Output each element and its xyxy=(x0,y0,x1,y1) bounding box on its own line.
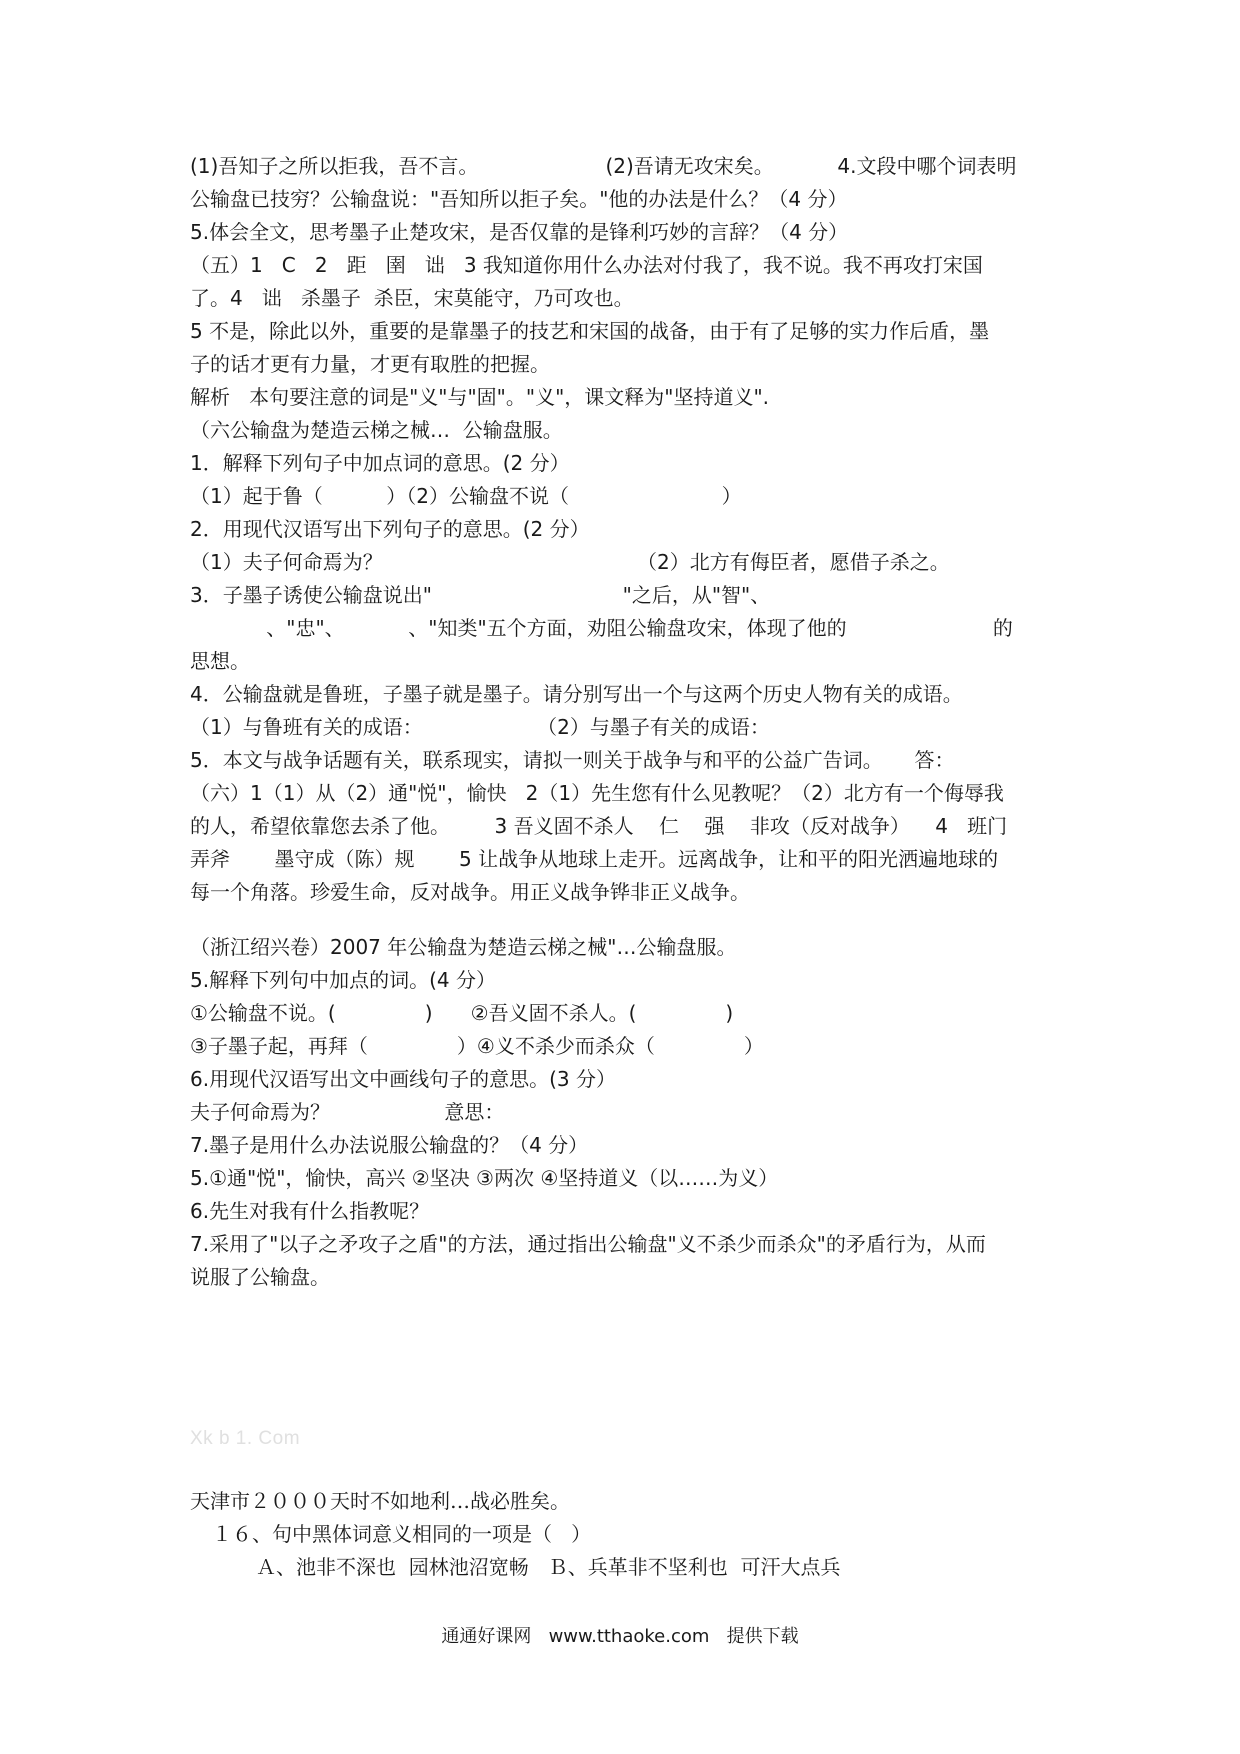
text-line: （1）起于鲁（ ）（2）公输盘不说（ ） xyxy=(190,484,742,508)
text-line: ①公输盘不说。( ) ②吾义固不杀人。( ) xyxy=(190,1001,734,1025)
text-line: 说服了公输盘。 xyxy=(190,1265,330,1289)
text-line: 5．本文与战争话题有关，联系现实，请拟一则关于战争与和平的公益广告词。 答： xyxy=(190,748,955,772)
text-line: 1．解释下列句子中加点词的意思。(2 分） xyxy=(190,451,570,475)
text-line: 5.解释下列句中加点的词。(4 分） xyxy=(190,968,496,992)
text-line: 2．用现代汉语写出下列句子的意思。(2 分） xyxy=(190,517,590,541)
text-line: 5 不是，除此以外，重要的是靠墨子的技艺和宋国的战备，由于有了足够的实力作后盾，墨 xyxy=(190,319,990,343)
tianjin-section xyxy=(190,1485,1060,1584)
text-line: （1）夫子何命焉为？ （2）北方有侮臣者，愿借子杀之。 xyxy=(190,550,950,574)
text-line: 思想。 xyxy=(190,649,250,673)
text-line: （六）1（1）从（2）通"悦"，愉快 2（1）先生您有什么见教呢？（2）北方有一个侮辱我 xyxy=(190,781,1004,805)
text-line: （浙江绍兴卷）2007 年公输盘为楚造云梯之械"…公输盘服。 xyxy=(190,935,737,959)
text-line: 解析 本句要注意的词是"义"与"固"。"义"，课文释为"坚持道义". xyxy=(190,385,770,409)
text-line: 、"忠"、 、"知类"五个方面，劝阻公输盘攻宋，体现了他的 的 xyxy=(190,616,1013,640)
main-text xyxy=(190,150,1060,1294)
text-line: 3．子墨子诱使公输盘说出" "之后，从"智"、 xyxy=(190,583,771,607)
text-line: (1)吾知子之所以拒我，吾不言。 (2)吾请无攻宋矣。 4.文段中哪个词表明 xyxy=(190,154,1017,178)
text-line: （1）与鲁班有关的成语： （2）与墨子有关的成语： xyxy=(190,715,770,739)
text-line: 了。4 诎 杀墨子 杀臣，宋莫能守，乃可攻也。 xyxy=(190,286,634,310)
options-line: Ａ、池非不深也 园林池沼宽畅 Ｂ、兵革非不坚利也 可汗大点兵 xyxy=(256,1555,841,1579)
text-line: 6.用现代汉语写出文中画线句子的意思。(3 分） xyxy=(190,1067,616,1091)
text-line: 7.墨子是用什么办法说服公输盘的？（4 分） xyxy=(190,1133,589,1157)
text-line: 的人，希望依靠您去杀了他。 3 吾义固不杀人 仁 强 非攻（反对战争） 4 班门 xyxy=(190,814,1008,838)
section-heading: 天津市２０００天时不如地利…战必胜矣。 xyxy=(190,1489,570,1513)
footer-credit: 通通好课网 www.tthaoke.com 提供下载 xyxy=(441,1626,799,1647)
blank-line xyxy=(190,909,1060,931)
text-line: 每一个角落。珍爱生命，反对战争。用正义战争铧非正义战争。 xyxy=(190,880,750,904)
text-line: ③子墨子起，再拜（ ）④义不杀少而杀众（ ） xyxy=(190,1034,764,1058)
text-line: 4．公输盘就是鲁班，子墨子就是墨子。请分别写出一个与这两个历史人物有关的成语。 xyxy=(190,682,963,706)
watermark-text: Xk b 1. Com xyxy=(190,1428,301,1449)
text-line: 子的话才更有力量，才更有取胜的把握。 xyxy=(190,352,550,376)
text-line: 7.采用了"以子之矛攻子之盾"的方法，通过指出公输盘"义不杀少而杀众"的矛盾行为，从而 xyxy=(190,1232,986,1256)
text-line: 5.体会全文，思考墨子止楚攻宋，是否仅靠的是锋利巧妙的言辞？（4 分） xyxy=(190,220,849,244)
question-line: １６、句中黑体词意义相同的一项是（ ） xyxy=(212,1522,592,1546)
text-line: 夫子何命焉为？ 意思： xyxy=(190,1100,505,1124)
text-line: 弄斧 墨守成（陈）规 5 让战争从地球上走开。远离战争，让和平的阳光洒遍地球的 xyxy=(190,847,999,871)
text-line: （六公输盘为楚造云梯之械… 公输盘服。 xyxy=(190,418,563,442)
text-line: （五）1 C 2 距 圉 诎 3 我知道你用什么办法对付我了，我不说。我不再攻打宋国 xyxy=(190,253,983,277)
text-line: 公输盘已技穷？公输盘说："吾知所以拒子矣。"他的办法是什么？（4 分） xyxy=(190,187,848,211)
text-line: 5.①通"悦"，愉快，高兴 ②坚决 ③两次 ④坚持道义（以……为义） xyxy=(190,1166,779,1190)
text-line: 6.先生对我有什么指教呢？ xyxy=(190,1199,430,1223)
